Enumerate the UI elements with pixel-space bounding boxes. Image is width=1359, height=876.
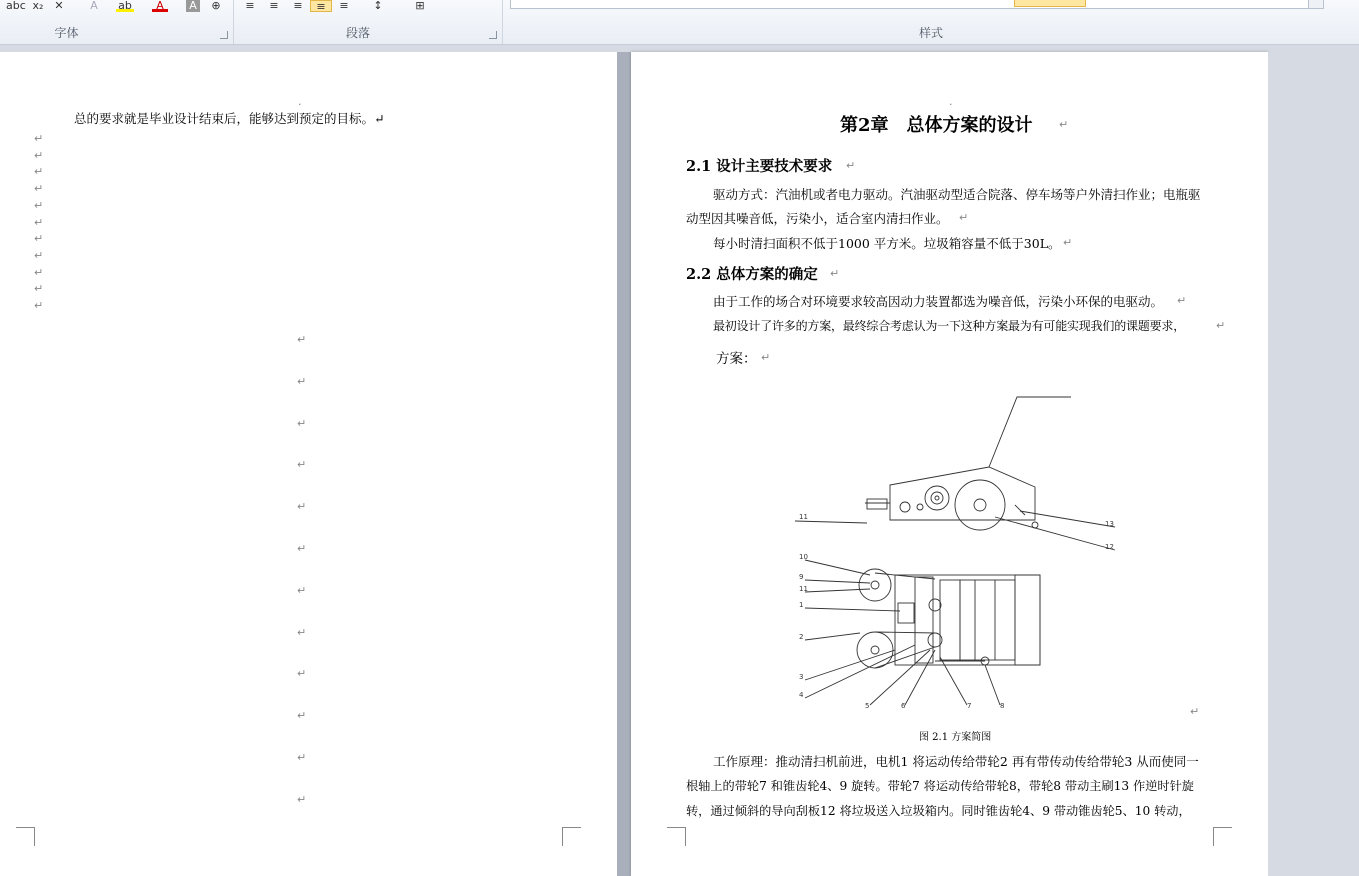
text-effect-button[interactable]: A bbox=[90, 0, 98, 12]
paragraph-mark: ↵ bbox=[297, 542, 307, 555]
justify-button[interactable]: ≡ bbox=[310, 0, 332, 12]
figure-label: 13 bbox=[1105, 520, 1114, 528]
font-color-button[interactable]: A bbox=[152, 0, 168, 12]
paragraph-mark: ↵ bbox=[1190, 705, 1200, 718]
figure-label: 11 bbox=[799, 585, 808, 593]
line-spacing-button[interactable]: ↕ bbox=[373, 0, 383, 12]
paragraph-mark: ↵ bbox=[34, 148, 44, 162]
page-corner-mark bbox=[16, 827, 35, 846]
body-text: 最初设计了许多的方案，最终综合考虑认为一下这种方案最为有可能实现我们的课题要求， bbox=[713, 319, 1186, 333]
figure-label: 3 bbox=[799, 673, 804, 681]
figure-label: 6 bbox=[901, 702, 906, 710]
body-text: 驱动方式：汽油机或者电力驱动。汽油驱动型适合院落、停车场等户外清扫作业；电瓶驱 bbox=[713, 187, 1201, 202]
figure-label: 1 bbox=[799, 601, 804, 609]
figure-label: 11 bbox=[799, 513, 808, 521]
paragraph-mark: ↵ bbox=[1063, 236, 1073, 249]
body-text: 工作原理：推动清扫机前进，电机1 将运动传给带轮2 再有带传动传给带轮3 从而使同一 bbox=[713, 754, 1199, 769]
paragraph-mark: ↵ bbox=[297, 458, 307, 472]
paragraph-mark: ↵ bbox=[34, 182, 44, 196]
paragraph-mark: ↵ bbox=[297, 625, 307, 639]
paragraph-mark: ↵ bbox=[761, 351, 771, 364]
body-text: 每小时清扫面积不低于1000 平方米。垃圾箱容量不低于30L。 bbox=[713, 236, 1061, 251]
body-text: 动型因其噪音低，污染小，适合室内清扫作业。 bbox=[686, 211, 949, 226]
paragraph-mark: ↵ bbox=[297, 374, 307, 388]
page-corner-mark bbox=[667, 827, 686, 846]
styles-gallery-scroll[interactable] bbox=[1308, 0, 1324, 9]
paragraph-mark: ↵ bbox=[1216, 319, 1226, 332]
section-heading-2-2: 2.2 总体方案的确定 bbox=[686, 266, 818, 283]
paragraph-mark: ↵ bbox=[830, 267, 840, 280]
paragraph-mark: ↵ bbox=[1059, 118, 1069, 131]
figure-label: 7 bbox=[967, 702, 972, 710]
paragraph-mark: ↵ bbox=[34, 232, 44, 246]
distributed-button[interactable]: ≡ bbox=[339, 0, 349, 12]
font-dialog-launcher-icon[interactable] bbox=[220, 31, 228, 39]
paragraph-mark: ↵ bbox=[34, 165, 44, 179]
align-center-button[interactable]: ≡ bbox=[269, 0, 279, 12]
figure-caption: 图 2.1 方案简图 bbox=[919, 732, 992, 743]
paragraph-mark: ↵ bbox=[297, 583, 307, 597]
page-gap bbox=[617, 52, 631, 876]
paragraph-dialog-launcher-icon[interactable] bbox=[489, 31, 497, 39]
paragraph-mark: ↵ bbox=[297, 667, 307, 681]
paragraph-mark: . bbox=[298, 95, 302, 108]
paragraph-mark: ↵ bbox=[297, 709, 307, 723]
char-shading-button[interactable]: A bbox=[186, 0, 200, 12]
strikethrough-button[interactable]: abc bbox=[6, 0, 26, 12]
enclose-char-button[interactable]: ⊕ bbox=[211, 0, 221, 12]
paragraph-mark: ↵ bbox=[297, 416, 307, 430]
paragraph-mark: ↵ bbox=[34, 282, 44, 296]
styles-gallery[interactable] bbox=[510, 0, 1310, 9]
align-right-button[interactable]: ≡ bbox=[293, 0, 303, 12]
clear-format-button[interactable]: ✕ bbox=[54, 0, 64, 12]
paragraph-mark: ↵ bbox=[34, 215, 44, 229]
styles-gallery-selected[interactable] bbox=[1014, 0, 1086, 7]
ribbon bbox=[0, 0, 1359, 45]
figure-label: 12 bbox=[1105, 543, 1114, 551]
body-text: 方案： bbox=[716, 351, 757, 367]
paragraph-group-label: 段落 bbox=[345, 26, 370, 40]
paragraph-mark: ↵ bbox=[297, 500, 307, 514]
figure-label: 9 bbox=[799, 573, 804, 581]
paragraph-mark: ↵ bbox=[297, 751, 307, 764]
paragraph-mark: ↵ bbox=[297, 333, 307, 346]
figure-label: 5 bbox=[865, 702, 870, 710]
paragraph-group bbox=[234, 0, 503, 44]
paragraph-mark: . bbox=[949, 95, 953, 108]
figure-label: 8 bbox=[1000, 702, 1005, 710]
figure-label: 2 bbox=[799, 633, 804, 641]
highlight-button[interactable]: ab bbox=[116, 0, 134, 12]
subscript-button[interactable]: x₂ bbox=[32, 0, 44, 12]
align-left-button[interactable]: ≡ bbox=[245, 0, 255, 12]
left-text-line: 总的要求就是毕业设计结束后，能够达到预定的目标。↵ bbox=[74, 111, 385, 126]
page-corner-mark bbox=[562, 827, 581, 846]
font-group-label: 字体 bbox=[54, 26, 79, 40]
section-heading-2-1: 2.1 设计主要技术要求 bbox=[686, 158, 833, 175]
styles-group-label: 样式 bbox=[918, 26, 943, 40]
scheme-diagram bbox=[795, 395, 1125, 715]
body-text: 由于工作的场合对环境要求较高因动力装置都选为噪音低，污染小环保的电驱动。 bbox=[713, 294, 1164, 309]
borders-button[interactable]: ⊞ bbox=[415, 0, 425, 12]
chapter-title: 第2章 总体方案的设计 bbox=[840, 115, 1033, 136]
document-background bbox=[1268, 52, 1359, 876]
paragraph-mark: ↵ bbox=[846, 159, 856, 172]
paragraph-mark: ↵ bbox=[34, 132, 44, 145]
figure-label: 4 bbox=[799, 691, 804, 699]
paragraph-mark: ↵ bbox=[959, 211, 969, 224]
paragraph-mark: ↵ bbox=[34, 198, 44, 212]
paragraph-mark: ↵ bbox=[1177, 294, 1187, 307]
page-corner-mark bbox=[1213, 827, 1232, 846]
paragraph-mark: ↵ bbox=[34, 299, 44, 312]
paragraph-mark: ↵ bbox=[34, 265, 44, 279]
body-text: 转，通过倾斜的导向刮板12 将垃圾送入垃圾箱内。同时锥齿轮4、9 带动锥齿轮5、10 转动， bbox=[686, 804, 1191, 818]
page-left[interactable] bbox=[0, 52, 617, 876]
font-group bbox=[0, 0, 234, 44]
paragraph-mark: ↵ bbox=[34, 248, 44, 262]
figure-label: 10 bbox=[799, 553, 808, 561]
body-text: 根轴上的带轮7 和锥齿轮4、9 旋转。带轮7 将运动传给带轮8，带轮8 带动主刷13 作逆时针旋 bbox=[686, 779, 1194, 793]
paragraph-mark: ↵ bbox=[297, 792, 307, 806]
